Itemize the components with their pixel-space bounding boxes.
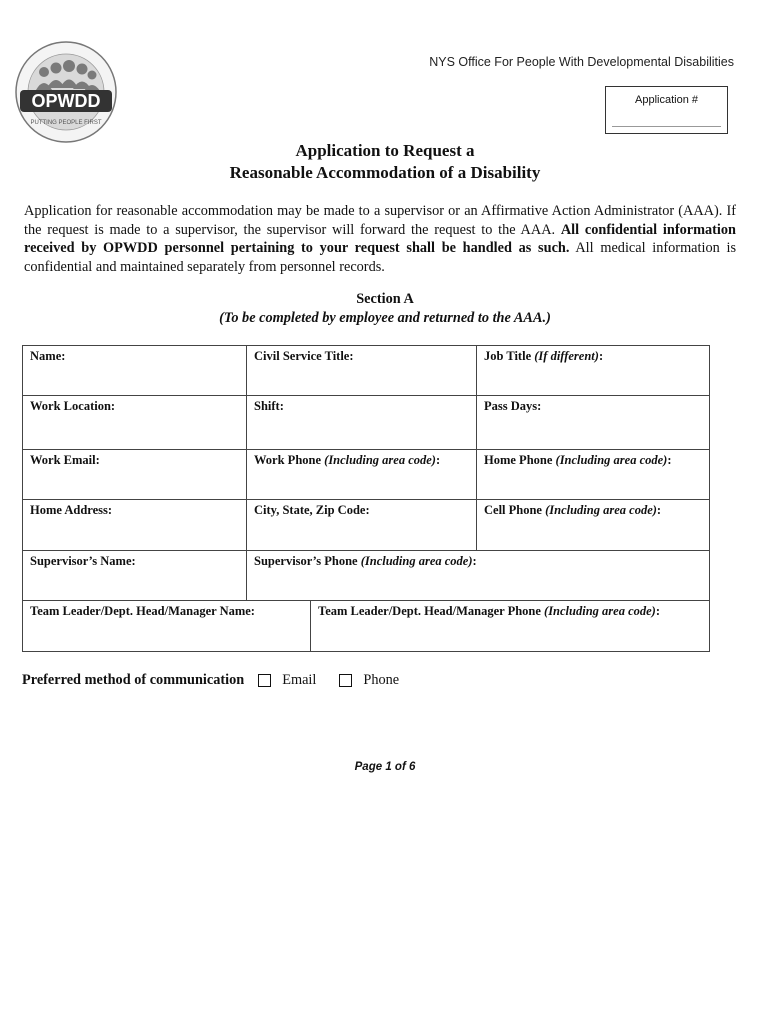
- application-number-box[interactable]: [605, 86, 728, 134]
- work-email-field[interactable]: Work Email:: [23, 450, 247, 500]
- home-address-field[interactable]: Home Address:: [23, 500, 247, 551]
- page-number: Page 1 of 6: [354, 761, 416, 773]
- section-heading: Section A: [356, 291, 414, 307]
- section-subheading: (To be completed by employee and returned to the AAA.): [219, 310, 551, 326]
- team-leader-name-field[interactable]: Team Leader/Dept. Head/Manager Name:: [23, 601, 311, 652]
- intro-text-end: All medical information is confidential and maintained separately from personnel records.: [24, 240, 737, 275]
- city-state-zip-field[interactable]: City, State, Zip Code:: [247, 500, 477, 551]
- application-number-label: Application #: [635, 94, 698, 106]
- intro-bold-text: All confidential information received by OPWDD personnel pertaining to your request shall be handled as such.: [24, 221, 736, 256]
- title-line-2: Reasonable Accommodation of a Disability: [229, 163, 541, 182]
- title-line-1: Application to Request a: [295, 141, 475, 160]
- logo-text: OPWDD: [31, 91, 101, 111]
- shift-field[interactable]: Shift:: [247, 396, 477, 450]
- logo-tagline: PUTTING PEOPLE FIRST: [30, 120, 102, 126]
- cell-phone-field[interactable]: Cell Phone (Including area code):: [477, 500, 710, 551]
- work-phone-field[interactable]: Work Phone (Including area code):: [247, 450, 477, 500]
- civil-service-title-field[interactable]: Civil Service Title:: [247, 346, 477, 396]
- preferred-communication: [22, 669, 422, 691]
- name-field[interactable]: Name:: [23, 346, 247, 396]
- work-location-field[interactable]: Work Location:: [23, 396, 247, 450]
- application-number-line: [612, 126, 721, 127]
- employee-info-table: [22, 345, 710, 652]
- pass-days-field[interactable]: Pass Days:: [477, 396, 710, 450]
- opwdd-logo: [14, 40, 118, 144]
- supervisor-phone-field[interactable]: Supervisor’s Phone (Including area code):: [247, 551, 710, 601]
- team-leader-phone-field[interactable]: Team Leader/Dept. Head/Manager Phone (Including area code):: [311, 601, 710, 652]
- phone-checkbox[interactable]: [339, 674, 352, 687]
- intro-text: Application for reasonable accommodation may be made to a supervisor or an Affirmative Action Administrator (AAA). If the request is made to a supervisor, the supervisor will forward the request to the AAA.: [24, 203, 736, 238]
- intro-paragraph: [24, 202, 736, 276]
- home-phone-field[interactable]: Home Phone (Including area code):: [477, 450, 710, 500]
- agency-name: NYS Office For People With Developmental Disabilities: [429, 55, 734, 69]
- phone-option-label: Phone: [363, 671, 400, 688]
- preferred-communication-label: Preferred method of communication: [22, 671, 245, 688]
- supervisor-name-field[interactable]: Supervisor’s Name:: [23, 551, 247, 601]
- email-checkbox[interactable]: [258, 674, 271, 687]
- job-title-field[interactable]: Job Title (If different):: [477, 346, 710, 396]
- email-option-label: Email: [282, 671, 317, 688]
